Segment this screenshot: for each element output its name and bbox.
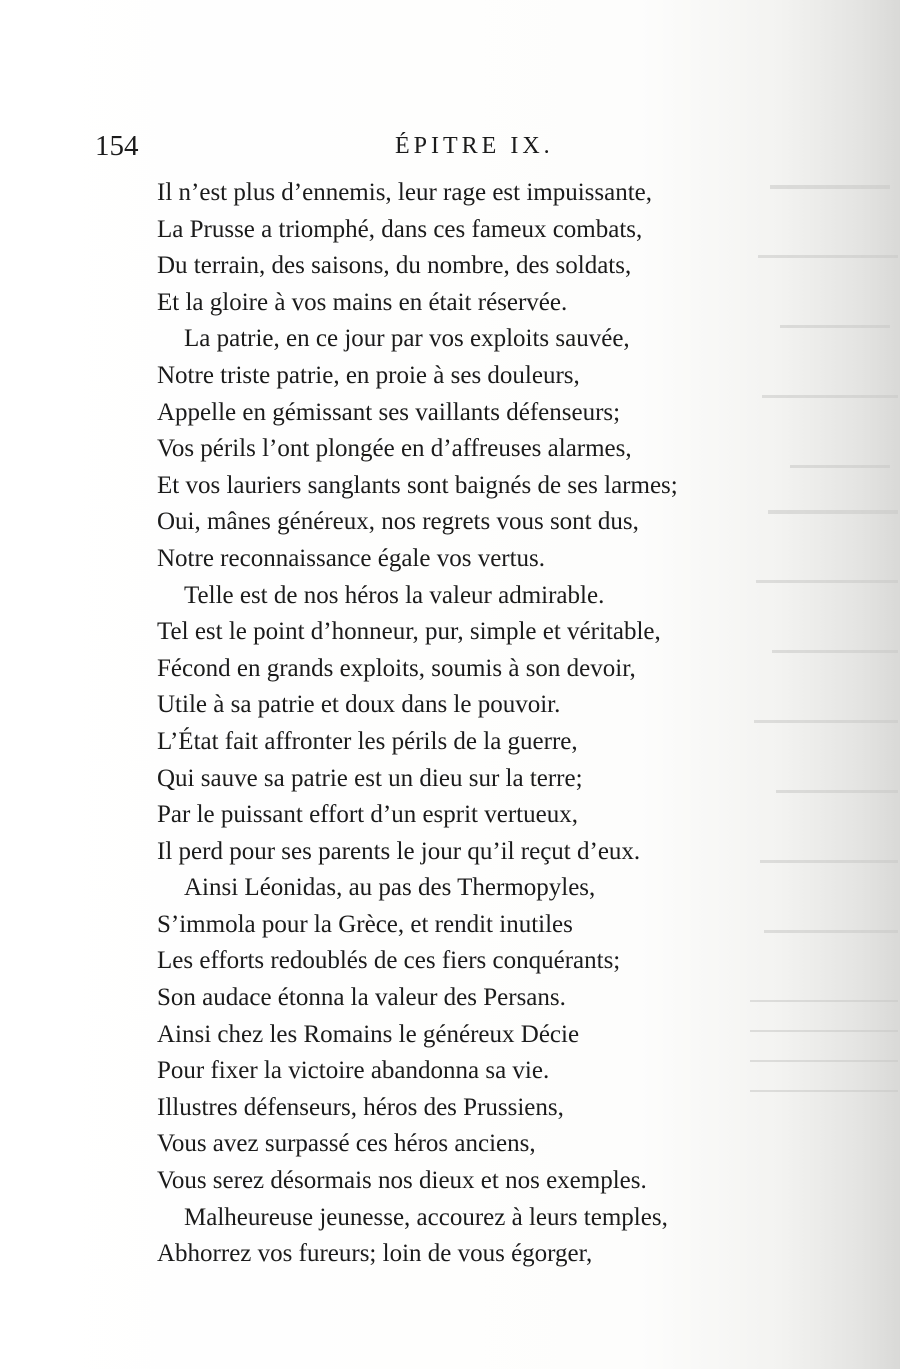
verse-line: Vos périls l’ont plongée en d’affreuses alarmes, [157, 435, 632, 463]
verse-line: Vous serez désormais nos dieux et nos exemples. [157, 1167, 647, 1195]
verse-body [157, 175, 797, 1273]
verse-line: Malheureuse jeunesse, accourez à leurs temples, [184, 1203, 668, 1231]
verse-line: Il perd pour ses parents le jour qu’il reçut d’eux. [157, 837, 641, 865]
verse-line: S’immola pour la Grèce, et rendit inutiles [157, 910, 573, 938]
verse-line: Oui, mânes généreux, nos regrets vous sont dus, [157, 508, 639, 536]
verse-line: Illustres défenseurs, héros des Prussiens, [157, 1093, 564, 1121]
verse-line: L’État fait affronter les périls de la guerre, [157, 727, 578, 755]
verse-line: La Prusse a triomphé, dans ces fameux combats, [157, 215, 643, 243]
verse-line: Du terrain, des saisons, du nombre, des soldats, [157, 252, 632, 280]
verse-line: Abhorrez vos fureurs; loin de vous égorger, [157, 1240, 593, 1268]
running-title: ÉPITRE IX. [395, 133, 554, 159]
verse-line: Qui sauve sa patrie est un dieu sur la terre; [157, 764, 583, 792]
verse-line: Fécond en grands exploits, soumis à son devoir, [157, 654, 636, 682]
verse-line: Notre triste patrie, en proie à ses douleurs, [157, 361, 580, 389]
verse-line: Et la gloire à vos mains en était réservée. [157, 288, 568, 316]
verse-line: Pour fixer la victoire abandonna sa vie. [157, 1057, 550, 1085]
verse-line: Appelle en gémissant ses vaillants défenseurs; [157, 398, 621, 426]
verse-line: Tel est le point d’honneur, pur, simple et véritable, [157, 618, 661, 646]
verse-line: Notre reconnaissance égale vos vertus. [157, 544, 546, 572]
page-header [95, 128, 615, 164]
page-number: 154 [95, 130, 139, 162]
verse-line: Ainsi Léonidas, au pas des Thermopyles, [184, 874, 596, 902]
verse-line: Vous avez surpassé ces héros anciens, [157, 1130, 536, 1158]
verse-line: Ainsi chez les Romains le généreux Décie [157, 1020, 580, 1048]
verse-line: Et vos lauriers sanglants sont baignés de ses larmes; [157, 471, 678, 499]
verse-line: Par le puissant effort d’un esprit vertueux, [157, 801, 578, 829]
verse-line: Les efforts redoublés de ces fiers conquérants; [157, 947, 621, 975]
verse-line: Utile à sa patrie et doux dans le pouvoir. [157, 691, 561, 719]
verse-line: La patrie, en ce jour par vos exploits sauvée, [184, 325, 630, 353]
verse-line: Il n’est plus d’ennemis, leur rage est impuissante, [157, 179, 653, 206]
verse-line: Telle est de nos héros la valeur admirable. [184, 581, 605, 609]
verse-line: Son audace étonna la valeur des Persans. [157, 984, 566, 1012]
